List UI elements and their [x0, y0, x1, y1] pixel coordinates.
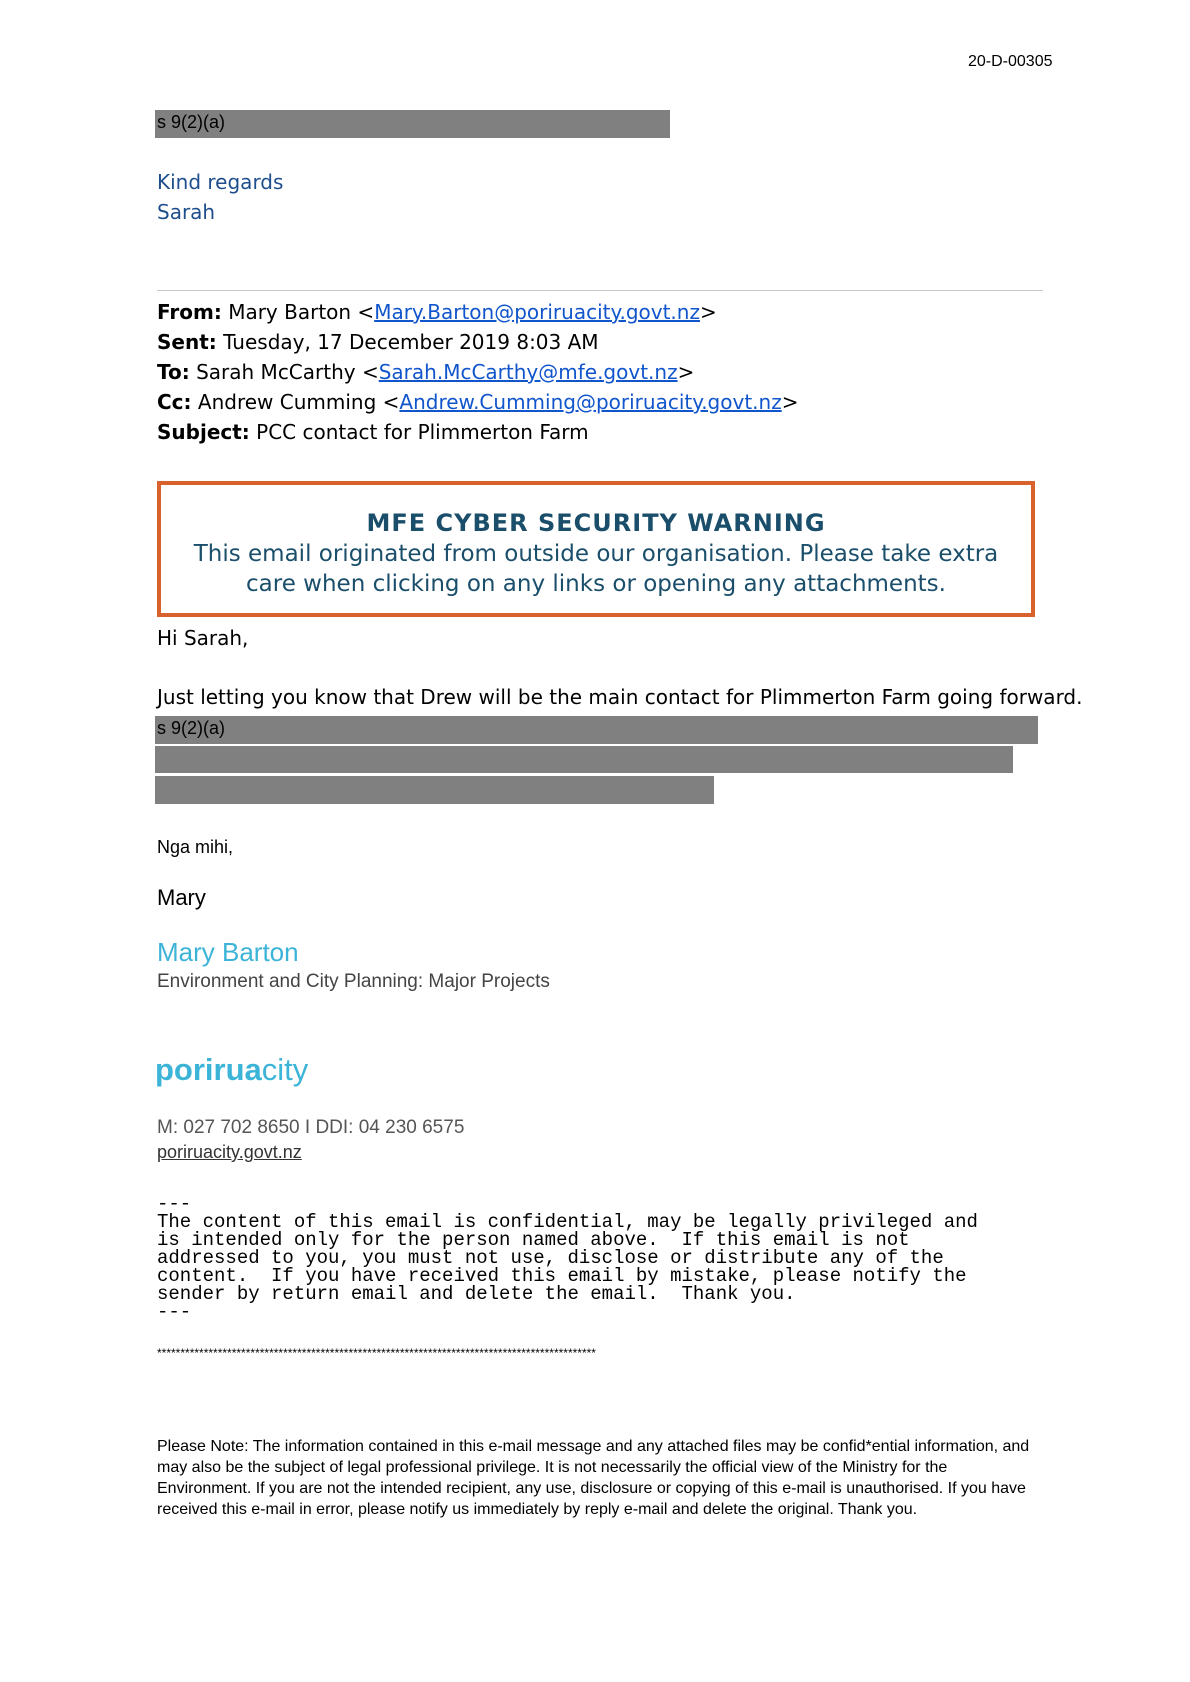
redaction-label: s 9(2)(a) — [157, 112, 226, 132]
from-line — [157, 297, 717, 327]
redaction-block — [155, 716, 1038, 744]
to-close: > — [677, 360, 695, 384]
to-name: Sarah McCarthy < — [196, 360, 379, 384]
separator-stars: ********************************************************************************************** — [157, 1346, 596, 1360]
subject-value: PCC contact for Plimmerton Farm — [256, 420, 589, 444]
to-email-link[interactable]: Sarah.McCarthy@mfe.govt.nz — [378, 360, 678, 384]
email-greeting: Hi Sarah, — [157, 626, 249, 650]
email-signoff: Nga mihi, — [157, 837, 234, 857]
cc-name: Andrew Cumming < — [197, 390, 400, 414]
poriruacity-logo — [155, 1052, 308, 1088]
redaction-label: s 9(2)(a) — [157, 718, 226, 738]
confidentiality-disclaimer: --- The content of this email is confidential, may be legally privileged and is intended only for the person named above. If this email is not addressed to you, you must not use, disclose or distribute any of the content. If you have received this email by mistake, please notify the sender by return email and delete the email. Thank you. --- — [157, 1193, 978, 1323]
logo-text-light: city — [261, 1052, 309, 1087]
prior-signoff-line1: Kind regards — [157, 170, 284, 194]
from-email-link[interactable]: Mary.Barton@poriruacity.govt.nz — [374, 300, 700, 324]
redaction-block — [155, 776, 714, 804]
logo-text-bold: porirua — [155, 1052, 262, 1087]
document-reference: 20-D-00305 — [968, 53, 1053, 70]
cc-line — [157, 387, 798, 417]
sent-label: Sent: — [157, 330, 217, 354]
cc-email-link[interactable]: Andrew.Cumming@poriruacity.govt.nz — [399, 390, 782, 414]
signature-website-link[interactable]: poriruacity.govt.nz — [157, 1142, 302, 1162]
signature-name: Mary Barton — [157, 937, 299, 967]
email-paragraph: Just letting you know that Drew will be the main contact for Plimmerton Farm going forward. — [157, 685, 1083, 709]
security-warning-box — [157, 481, 1035, 617]
prior-signoff-line2: Sarah — [157, 200, 216, 224]
cc-label: Cc: — [157, 390, 192, 414]
security-warning-title: MFE CYBER SECURITY WARNING — [366, 509, 826, 537]
sent-line — [157, 327, 599, 357]
redaction-block — [155, 110, 670, 138]
signature-contact: M: 027 702 8650 I DDI: 04 230 6575 — [157, 1117, 465, 1138]
subject-line — [157, 417, 589, 447]
from-name: Mary Barton < — [228, 300, 375, 324]
redaction-block — [155, 746, 1013, 773]
to-label: To: — [157, 360, 190, 384]
to-line — [157, 357, 694, 387]
signature-role: Environment and City Planning: Major Projects — [157, 971, 550, 992]
subject-label: Subject: — [157, 420, 250, 444]
mfe-please-note: Please Note: The information contained in this e-mail message and any attached files may be confid*ential information, and may also be the subject of legal professional privilege. It is not necessarily the official view of the Ministry for the Environment. If you are not the intended recipient, any use, disclosure or copying of this e-mail is unauthorised. If you have received this e-mail in error, please notify us immediately by reply e-mail and delete the original. Thank you. — [157, 1438, 1030, 1518]
from-label: From: — [157, 300, 222, 324]
email-sender-first-name: Mary — [157, 885, 206, 910]
header-divider — [157, 290, 1043, 291]
security-warning-text: This email originated from outside our organisation. Please take extra care when clicking on any links or opening any attachments. — [193, 541, 999, 597]
from-close: > — [699, 300, 717, 324]
cc-close: > — [781, 390, 799, 414]
sent-value: Tuesday, 17 December 2019 8:03 AM — [223, 330, 599, 354]
